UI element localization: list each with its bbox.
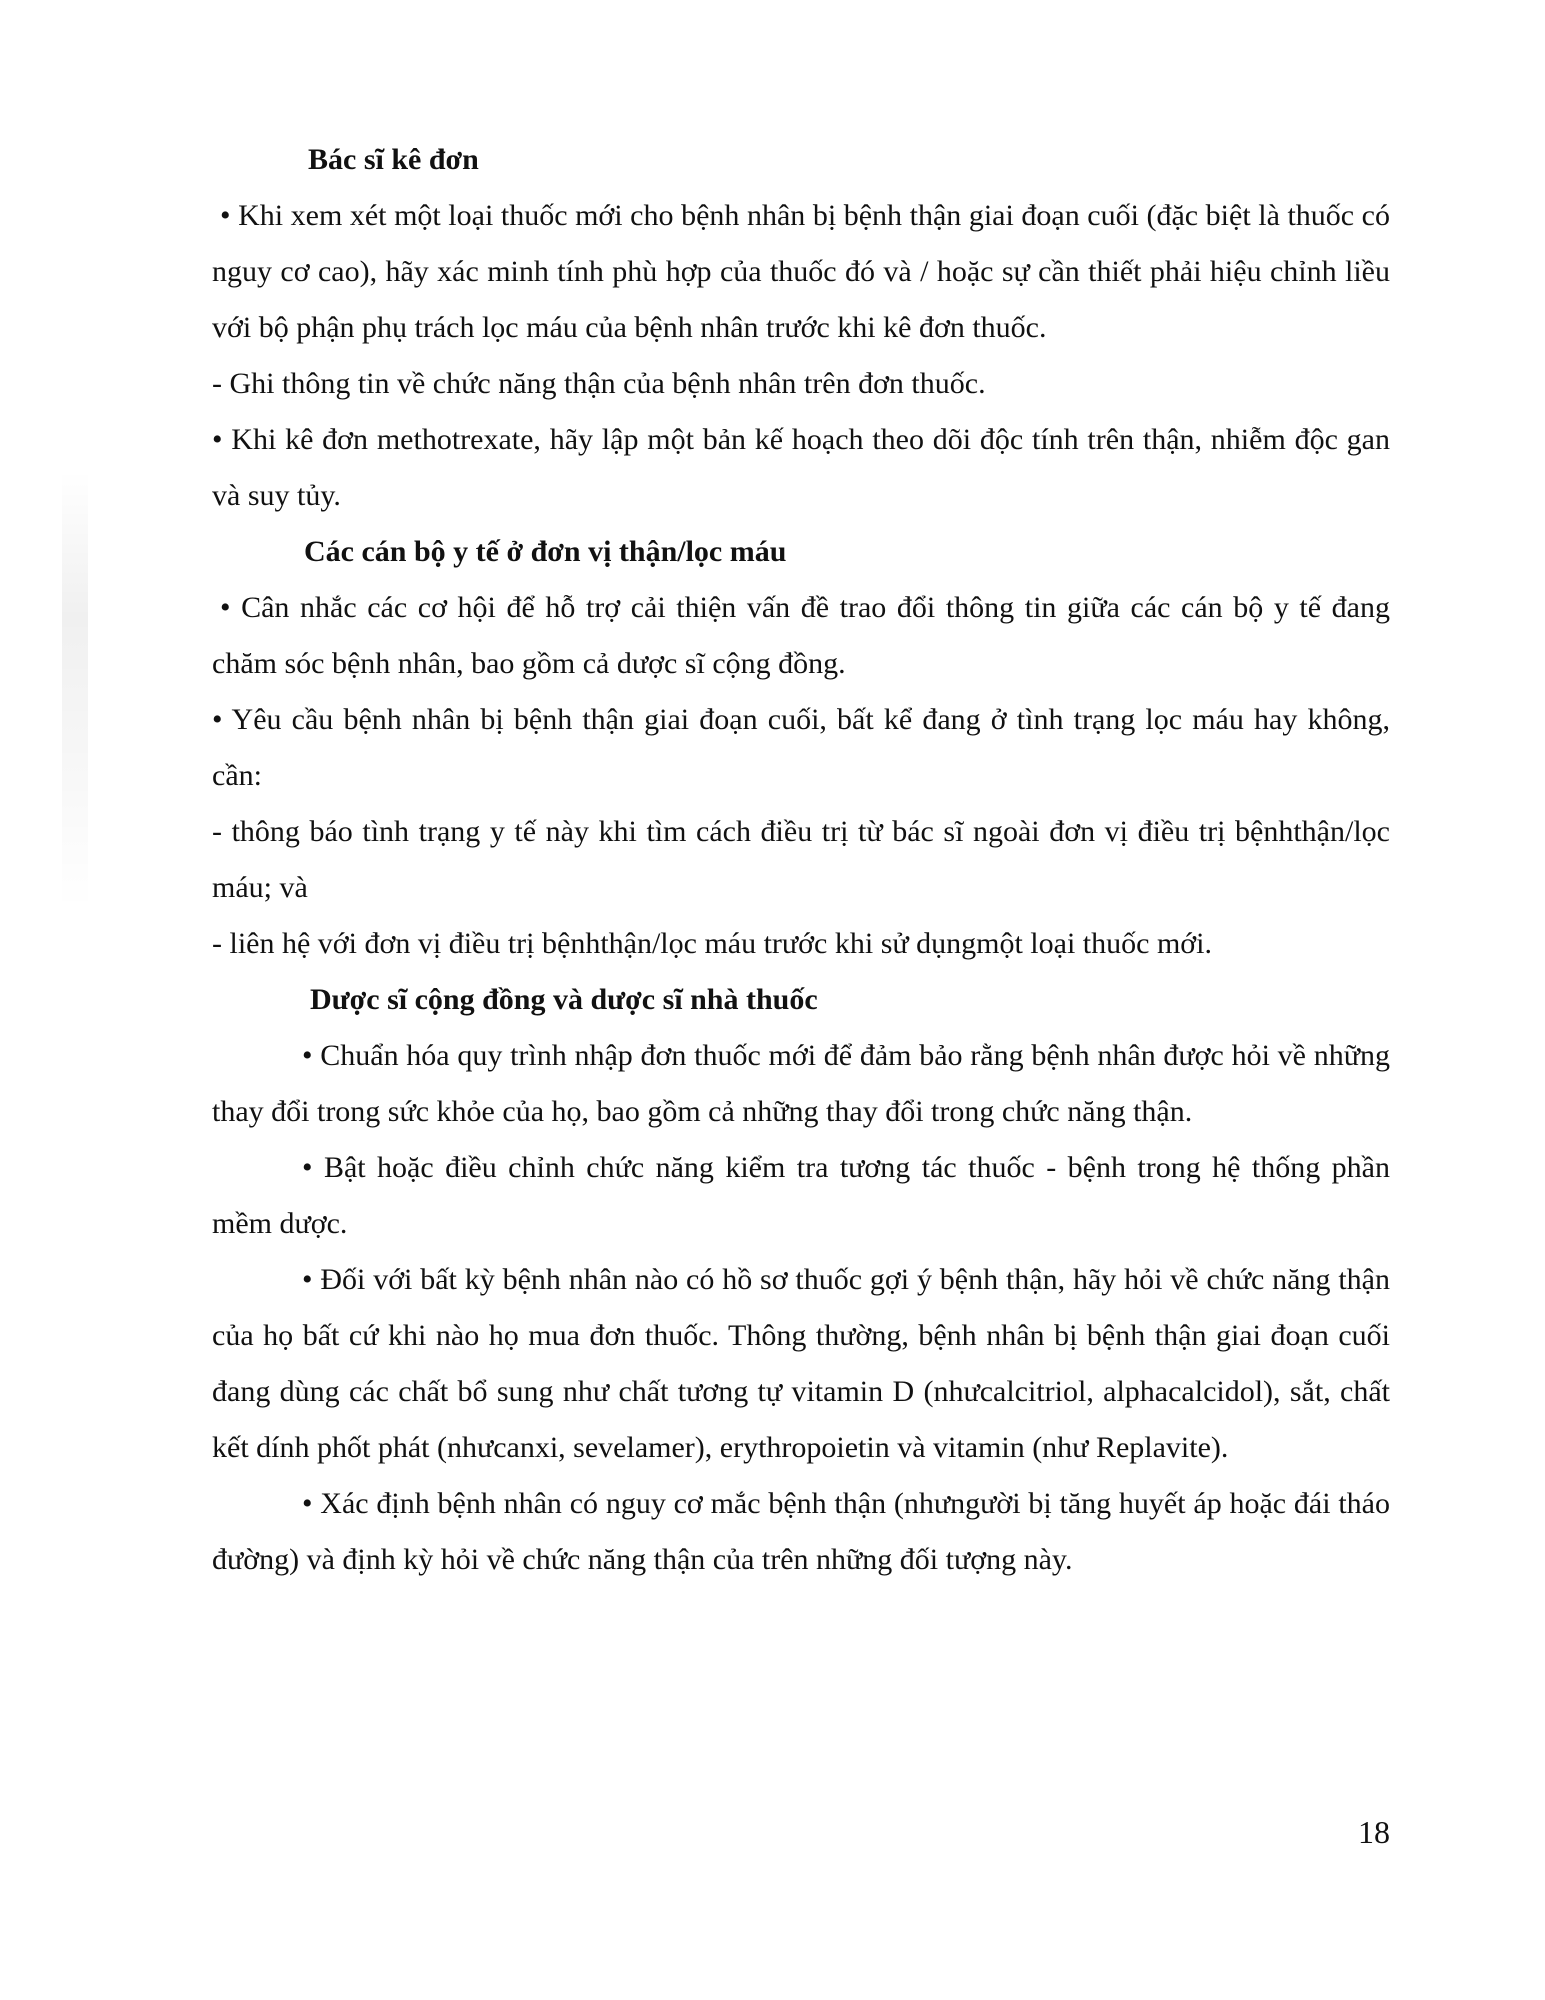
page-number: 18 bbox=[1358, 1814, 1390, 1850]
section-heading-pharmacists: Dược sĩ cộng đồng và dược sĩ nhà thuốc bbox=[310, 983, 818, 1016]
paragraph: • Đối với bất kỳ bệnh nhân nào có hồ sơ thuốc gợi ý bệnh thận, hãy hỏi về chức năng thận của họ bất cứ khi nào họ mua đơn thuốc. Thông thường, bệnh nhân bị bệnh thận giai đoạn cuối đang dùng các chất bổ sung như chất tương tự vitamin D (nhưcalcitriol, alphacalcidol), sắt, chất kết dính phốt phát (nhưcanxi, sevelamer), erythropoietin và vitamin (như Replavite). bbox=[212, 1263, 1390, 1464]
paragraph: • Yêu cầu bệnh nhân bị bệnh thận giai đoạn cuối, bất kể đang ở tình trạng lọc máu hay không, cần: bbox=[212, 703, 1390, 792]
paragraph: - Ghi thông tin về chức năng thận của bệnh nhân trên đơn thuốc. bbox=[212, 367, 986, 400]
page-body bbox=[212, 132, 1390, 1588]
paragraph: • Chuẩn hóa quy trình nhập đơn thuốc mới để đảm bảo rằng bệnh nhân được hỏi về những thay đổi trong sức khỏe của họ, bao gồm cả những thay đổi trong chức năng thận. bbox=[212, 1039, 1390, 1128]
paragraph: - liên hệ với đơn vị điều trị bệnhthận/lọc máu trước khi sử dụngmột loại thuốc mới. bbox=[212, 927, 1212, 960]
paragraph: • Cân nhắc các cơ hội để hỗ trợ cải thiện vấn đề trao đổi thông tin giữa các cán bộ y tế đang chăm sóc bệnh nhân, bao gồm cả dược sĩ cộng đồng. bbox=[212, 591, 1390, 680]
section-heading-renal-staff: Các cán bộ y tế ở đơn vị thận/lọc máu bbox=[304, 535, 787, 568]
section-heading-prescriber: Bác sĩ kê đơn bbox=[308, 143, 479, 176]
paragraph: • Bật hoặc điều chỉnh chức năng kiểm tra tương tác thuốc - bệnh trong hệ thống phần mềm dược. bbox=[212, 1151, 1390, 1240]
paragraph: - thông báo tình trạng y tế này khi tìm cách điều trị từ bác sĩ ngoài đơn vị điều trị bệnhthận/lọc máu; và bbox=[212, 815, 1390, 904]
scan-margin-shadow bbox=[62, 470, 88, 910]
paragraph: • Khi kê đơn methotrexate, hãy lập một bản kế hoạch theo dõi độc tính trên thận, nhiễm độc gan và suy tủy. bbox=[212, 423, 1390, 512]
paragraph: • Khi xem xét một loại thuốc mới cho bệnh nhân bị bệnh thận giai đoạn cuối (đặc biệt là thuốc có nguy cơ cao), hãy xác minh tính phù hợp của thuốc đó và / hoặc sự cần thiết phải hiệu chỉnh liều với bộ phận phụ trách lọc máu của bệnh nhân trước khi kê đơn thuốc. bbox=[212, 199, 1390, 344]
paragraph: • Xác định bệnh nhân có nguy cơ mắc bệnh thận (nhưngười bị tăng huyết áp hoặc đái tháo đường) và định kỳ hỏi về chức năng thận của trên những đối tượng này. bbox=[212, 1487, 1390, 1576]
